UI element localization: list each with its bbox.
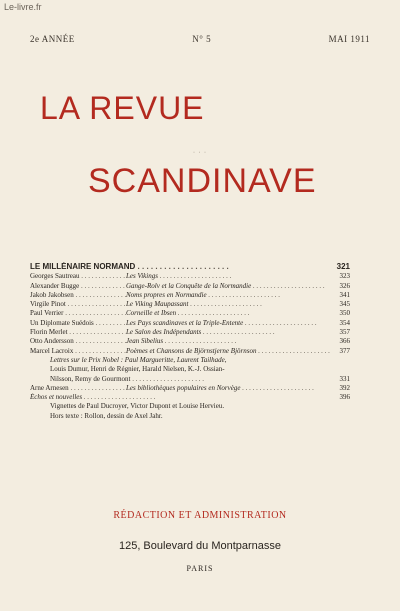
- toc-page: 392: [339, 383, 350, 392]
- issue-date: MAI 1911: [328, 34, 370, 44]
- toc-entry: [30, 300, 350, 309]
- toc-vignettes: Vignettes de Paul Ducroyer, Victor Dupont et Louise Hervieu.: [50, 402, 225, 411]
- toc-author: Marcel Lacroix . . .: [30, 347, 126, 356]
- toc-title: Les bibliothèques populaires en Norvège . . .: [126, 384, 330, 393]
- toc-echos-label: Échos et nouvelles . . .: [30, 393, 330, 402]
- address: 125, Boulevard du Montparnasse: [118, 540, 282, 552]
- toc-lettres-page: 331: [339, 374, 350, 383]
- table-of-contents: [30, 262, 350, 421]
- toc-lettres-line-1: Lettres sur le Prix Nobel : Paul Margueritte, Laurent Tailhade,: [50, 355, 227, 364]
- toc-entry: [30, 347, 350, 356]
- toc-title: Noms propres en Normandie . . .: [126, 291, 330, 300]
- issue-header: [30, 34, 370, 44]
- city: PARIS: [186, 564, 214, 573]
- toc-page: 377: [339, 346, 350, 355]
- toc-hors-texte: Hors texte : Rollon, dessin de Axel Jahr.: [50, 411, 163, 420]
- redaction-heading: RÉDACTION ET ADMINISTRATION: [113, 510, 287, 521]
- toc-title: Le Viking Maupassant . . .: [126, 300, 330, 309]
- toc-heading-label: LE MILLÉNAIRE NORMAND . . .: [30, 262, 330, 271]
- toc-title: Poèmes et Chansons de Björnstjerne Björnson . . .: [126, 347, 330, 356]
- toc-entry: [30, 328, 350, 337]
- toc-echos: [30, 393, 350, 402]
- toc-heading-page: 321: [336, 262, 350, 271]
- toc-author: Paul Verrier . . .: [30, 309, 126, 318]
- toc-author: Virgile Pinot . . .: [30, 300, 126, 309]
- toc-entry: [30, 272, 350, 281]
- toc-page: 326: [339, 281, 350, 290]
- toc-entry: [30, 309, 350, 318]
- toc-author: Arne Arnesen . . .: [30, 384, 126, 393]
- masthead-line2: SCANDINAVE: [88, 162, 317, 200]
- toc-lettres-line-2: Louis Dumur, Henri de Régnier, Harald Nielsen, K.-J. Ossian-: [50, 365, 225, 374]
- toc-title: Le Salon des Indépendants . . .: [126, 328, 330, 337]
- toc-echos-page: 396: [339, 393, 350, 402]
- toc-title: Gange-Rolv et la Conquête de la Normandie . . .: [126, 282, 330, 291]
- toc-entry: [30, 384, 350, 393]
- toc-page: 366: [339, 337, 350, 346]
- toc-author: Un Diplomate Suédois . . .: [30, 319, 126, 328]
- toc-author: Florin Merlet . . .: [30, 328, 126, 337]
- toc-page: 357: [339, 328, 350, 337]
- toc-author: Jakob Jakobsen . . .: [30, 291, 126, 300]
- toc-heading: [30, 262, 350, 271]
- toc-lettres-names: Nilsson, Remy de Gourmont . . .: [30, 375, 330, 384]
- toc-entry: [30, 319, 350, 328]
- issue-year: 2e ANNÉE: [30, 34, 75, 44]
- toc-entry: [30, 291, 350, 300]
- masthead-line1: LA REVUE: [40, 90, 205, 126]
- toc-title: Jean Sibelius . . .: [126, 337, 330, 346]
- toc-entry: [30, 337, 350, 346]
- toc-title: Les Vikings . . .: [126, 272, 330, 281]
- masthead-connector: · · ·: [193, 150, 207, 156]
- toc-page: 323: [339, 272, 350, 281]
- watermark: Le-livre.fr: [4, 2, 42, 12]
- toc-author: Otto Andersson . . .: [30, 337, 126, 346]
- issue-number: N° 5: [192, 34, 212, 44]
- toc-author: Georges Sautreau . . .: [30, 272, 126, 281]
- toc-lettres-line-3: [30, 375, 350, 384]
- toc-page: 341: [339, 290, 350, 299]
- toc-page: 354: [339, 318, 350, 327]
- toc-title: Corneille et Ibsen . . .: [126, 309, 330, 318]
- toc-title: Les Pays scandinaves et la Triple-Entente . . .: [126, 319, 330, 328]
- toc-entry: [30, 282, 350, 291]
- toc-author: Alexander Bugge . . .: [30, 282, 126, 291]
- toc-page: 350: [339, 309, 350, 318]
- toc-page: 345: [339, 300, 350, 309]
